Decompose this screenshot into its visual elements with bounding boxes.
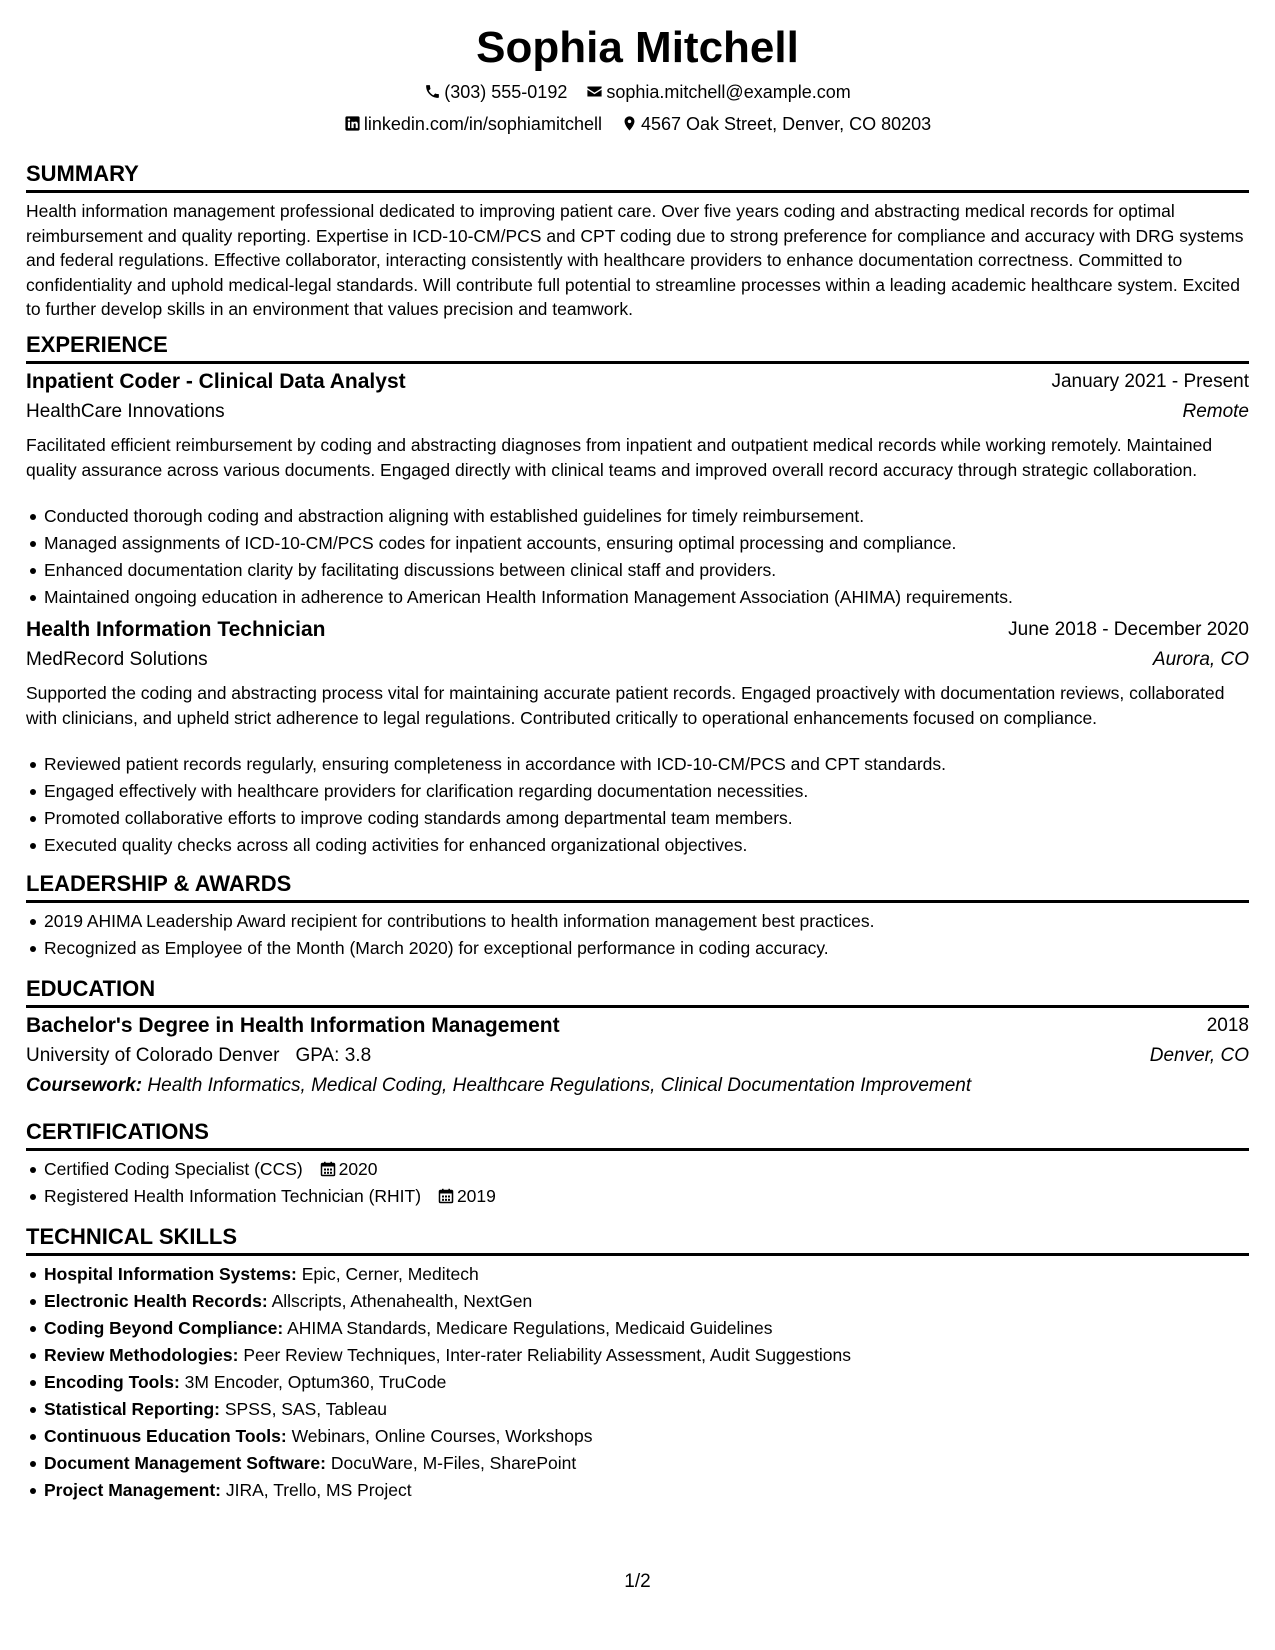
list-item: Recognized as Employee of the Month (March 2020) for exceptional performance in coding accuracy.	[26, 935, 1249, 962]
skill-value: Webinars, Online Courses, Workshops	[291, 1426, 593, 1446]
linkedin-contact[interactable]	[344, 112, 602, 136]
school-location: Denver, CO	[1149, 1045, 1249, 1066]
calendar-icon	[320, 1161, 336, 1177]
coursework-text: Health Informatics, Medical Coding, Healthcare Regulations, Clinical Documentation Improvement	[147, 1075, 972, 1096]
job-company: HealthCare Innovations	[26, 401, 225, 422]
envelope-icon	[586, 83, 603, 100]
list-item: Managed assignments of ICD-10-CM/PCS codes for inpatient accounts, ensuring optimal processing and compliance.	[26, 530, 1249, 557]
skill-label: Coding Beyond Compliance:	[44, 1318, 284, 1338]
job-title: Health Information Technician	[26, 618, 326, 641]
gpa: GPA: 3.8	[295, 1045, 372, 1066]
skill-label: Encoding Tools:	[44, 1372, 180, 1392]
coursework-label: Coursework:	[26, 1075, 143, 1096]
contact-row-1	[0, 80, 1275, 104]
section-title-certifications: CERTIFICATIONS	[26, 1119, 209, 1144]
section-title-technical-skills: TECHNICAL SKILLS	[26, 1224, 238, 1249]
skill-label: Document Management Software:	[44, 1453, 326, 1473]
skill-label: Review Methodologies:	[44, 1345, 239, 1365]
section-divider	[26, 190, 1249, 193]
list-item: Enhanced documentation clarity by facilitating discussions between clinical staff and providers.	[26, 557, 1249, 584]
list-item	[26, 1342, 1249, 1369]
certification-year: 2020	[338, 1159, 378, 1179]
map-marker-icon	[621, 115, 638, 132]
skill-label: Hospital Information Systems:	[44, 1264, 297, 1284]
list-item: Conducted thorough coding and abstraction aligning with established guidelines for timely reimbursement.	[26, 503, 1249, 530]
skill-value: DocuWare, M-Files, SharePoint	[330, 1453, 577, 1473]
skill-label: Statistical Reporting:	[44, 1399, 220, 1419]
section-title-summary: SUMMARY	[26, 161, 139, 186]
job-company: MedRecord Solutions	[26, 649, 208, 670]
list-item: Executed quality checks across all coding activities for enhanced organizational objectives.	[26, 832, 1249, 859]
section-divider	[26, 1253, 1249, 1256]
skill-label: Project Management:	[44, 1480, 221, 1500]
job-bullet-list	[26, 503, 1249, 611]
certification-name: Certified Coding Specialist (CCS)	[44, 1159, 303, 1179]
graduation-year: 2018	[1206, 1015, 1249, 1036]
section-divider	[26, 900, 1249, 903]
list-item	[26, 1315, 1249, 1342]
list-item: 2019 AHIMA Leadership Award recipient for contributions to health information management best practices.	[26, 908, 1249, 935]
section-divider	[26, 1005, 1249, 1008]
list-item	[26, 1369, 1249, 1396]
linkedin-icon	[344, 115, 361, 132]
degree-title: Bachelor's Degree in Health Information Management	[26, 1014, 560, 1037]
job-description: Facilitated efficient reimbursement by coding and abstracting diagnoses from inpatient and outpatient medical records while working remotely. Maintained quality assurance across various documents. Engaged directly with clinical teams and improved overall record accuracy through strategic collaboration.	[26, 435, 1213, 480]
coursework-line	[26, 1072, 971, 1100]
skill-value: SPSS, SAS, Tableau	[224, 1399, 388, 1419]
skill-value: Epic, Cerner, Meditech	[301, 1264, 479, 1284]
skill-value: JIRA, Trello, MS Project	[225, 1480, 412, 1500]
list-item	[26, 1156, 1249, 1183]
list-item	[26, 1261, 1249, 1288]
section-divider	[26, 1148, 1249, 1151]
email-contact[interactable]	[586, 80, 850, 104]
page-number: 1/2	[624, 1571, 651, 1592]
skills-list	[26, 1261, 1249, 1504]
address-text: 4567 Oak Street, Denver, CO 80203	[640, 114, 932, 134]
awards-list	[26, 908, 1249, 962]
skill-value: Allscripts, Athenahealth, NextGen	[271, 1291, 533, 1311]
phone-contact	[424, 80, 567, 104]
list-item	[26, 1288, 1249, 1315]
section-title-education: EDUCATION	[26, 976, 156, 1001]
calendar-icon	[438, 1188, 454, 1204]
skill-value: 3M Encoder, Optum360, TruCode	[184, 1372, 447, 1392]
list-item: Maintained ongoing education in adherence to American Health Information Management Association (AHIMA) requirements.	[26, 584, 1249, 611]
job-location: Remote	[1182, 401, 1249, 422]
school-line	[26, 1042, 371, 1070]
skill-value: AHIMA Standards, Medicare Regulations, Medicaid Guidelines	[287, 1318, 773, 1338]
section-divider	[26, 361, 1249, 364]
section-title-experience: EXPERIENCE	[26, 332, 168, 357]
skill-value: Peer Review Techniques, Inter-rater Reliability Assessment, Audit Suggestions	[243, 1345, 851, 1365]
job-description: Supported the coding and abstracting process vital for maintaining accurate patient records. Engaged proactively with documentation reviews, collaborated with clinicians, and upheld strict adherence to legal regulations. Contributed critically to operational enhancements focused on compliance.	[26, 683, 1225, 728]
linkedin-text[interactable]: linkedin.com/in/sophiamitchell	[363, 114, 602, 134]
skill-label: Continuous Education Tools:	[44, 1426, 287, 1446]
job-location: Aurora, CO	[1152, 649, 1249, 670]
job-date: June 2018 - December 2020	[1008, 619, 1249, 640]
candidate-name: Sophia Mitchell	[476, 23, 799, 72]
list-item	[26, 1423, 1249, 1450]
list-item	[26, 1396, 1249, 1423]
list-item: Promoted collaborative efforts to improve coding standards among departmental team members.	[26, 805, 1249, 832]
list-item: Engaged effectively with healthcare providers for clarification regarding documentation necessities.	[26, 778, 1249, 805]
job-date: January 2021 - Present	[1051, 371, 1249, 392]
list-item	[26, 1450, 1249, 1477]
address-contact	[621, 112, 931, 136]
phone-icon	[424, 83, 441, 100]
certifications-list	[26, 1156, 1249, 1210]
section-title-leadership: LEADERSHIP & AWARDS	[26, 871, 292, 896]
job-title: Inpatient Coder - Clinical Data Analyst	[26, 370, 406, 393]
phone-text: (303) 555-0192	[444, 82, 568, 102]
contact-row-2	[0, 112, 1275, 136]
job-bullet-list	[26, 751, 1249, 859]
list-item	[26, 1477, 1249, 1504]
list-item	[26, 1183, 1249, 1210]
certification-year: 2019	[456, 1186, 496, 1206]
skill-label: Electronic Health Records:	[44, 1291, 268, 1311]
school-name: University of Colorado Denver	[26, 1045, 280, 1066]
email-text[interactable]: sophia.mitchell@example.com	[606, 82, 851, 102]
summary-text: Health information management professional dedicated to improving patient care. Over five years coding and abstracting medical records for optimal reimbursement and quality reporting. Expertise in ICD-10-CM/PCS and CPT coding due to strong preference for compliance and accuracy with DRG systems and federal regulations. Effective collaborator, interacting consistently with healthcare providers to enhance documentation correctness. Committed to confidentiality and uphold medical-legal standards. Will contribute full potential to streamline processes within a leading academic healthcare system. Excited to further develop skills in an environment that values precision and teamwork.	[26, 201, 1244, 319]
certification-name: Registered Health Information Technician (RHIT)	[44, 1186, 422, 1206]
list-item: Reviewed patient records regularly, ensuring completeness in accordance with ICD-10-CM/PCS and CPT standards.	[26, 751, 1249, 778]
